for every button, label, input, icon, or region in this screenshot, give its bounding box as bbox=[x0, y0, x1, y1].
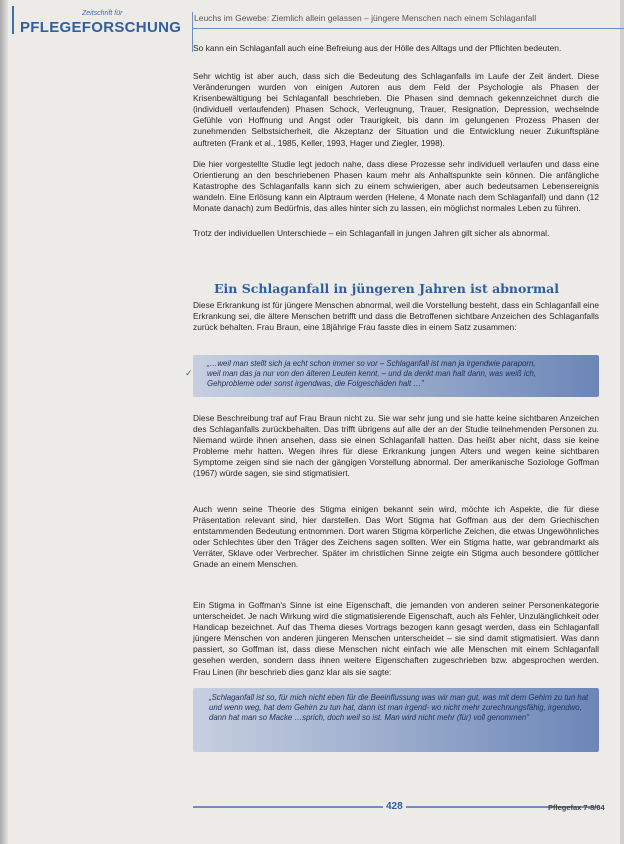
paragraph-2-block bbox=[193, 71, 599, 149]
running-title: Leuchs im Gewebe: Ziemlich allein gelassen – jüngere Menschen nach einem Schlaganfall bbox=[194, 13, 537, 23]
scan-edge-left bbox=[0, 0, 8, 844]
scan-edge-right bbox=[620, 0, 624, 844]
paragraph-1-block bbox=[193, 43, 599, 54]
paragraph-3-block bbox=[193, 159, 599, 214]
quote-2-text: „Schlaganfall ist so, für mich nicht eben für die Beeinflussung was wir man gut, was mit dem Gehirn zu tun hat und wenn weg, hat dem Gehirn zu tun hat, dann ist man irgend- wo nicht mehr zurechnungsfähig, irgendwo, dann hat man so Macke …sprich, doch weil so ist. Man wird nicht mehr (für) voll genommen" bbox=[209, 693, 589, 723]
running-header bbox=[192, 12, 624, 29]
quote-arrow-icon: ✓ bbox=[185, 368, 193, 378]
paragraph-7: Auch wenn seine Theorie des Stigma einigen bekannt sein wird, möchte ich Aspekte, die für diese Präsentation relevant sind, hier darstellen. Das Wort Stigma hat Goffman aus der dem Griechischen entstammenden Bedeutung entnommen. Dort waren Stigma körperliche Zeichen, die etwas Ungewöhnliches oder Schlechtes über den Träger des Zeichens sagen sollten. Wer ein Stigma hatte, war gebrandmarkt als Verräter, Sklave oder Verbrecher. Später im christlichen Sinne zeigte ein Stigma auch besondere göttlicher Gnade an einem Menschen. bbox=[193, 504, 599, 570]
paragraph-8: Ein Stigma in Goffman's Sinne ist eine Eigenschaft, die jemanden von anderen seiner Personenkategorie unterscheidet. Je nach Wirkung wird die stigmatisierende Eigenschaft, auch als Fehler, Unzulänglichkeit oder Handicap bezeichnet. Auf das Thema dieses Vortrags bezogen kann gesagt werden, dass ein Schlaganfall jüngere Menschen von anderen jüngeren Menschen unterscheidet – sie sind damit stigmatisiert. Was dann passiert, so Goffman ist, dass diese Menschen nicht einfach wie alle Menschen mit einem Schlaganfall gesehen werden, sondern dass ihnen weitere Eigenschaften zugeschrieben bzw. abgesprochen werden. Frau Linen (ihr beschrieb dies ganz klar als sie sagte: bbox=[193, 600, 599, 677]
paragraph-6: Diese Beschreibung traf auf Frau Braun nicht zu. Sie war sehr jung und sie hatte keine sichtbaren Anzeichen des Schlaganfalls zurückbehalten. Das trifft übrigens auf alle der an der Studie teilnehmenden Personen zu. Niemand würde ihnen ansehen, dass sie einen Schlaganfall hatten. Das heißt aber nicht, dass sie keine Probleme mehr hatten. Wegen ihres für diese Erkrankung jungen Alters und wegen keine sichtbaren Symptome zeigen sind sie nach der gängigen Vorstellung abnormal. Der amerikanische Soziologe Goffman (1967) würde sagen, sie sind stigmatisiert. bbox=[193, 413, 599, 479]
paragraph-6-block bbox=[193, 413, 599, 480]
paragraph-5: Diese Erkrankung ist für jüngere Menschen abnormal, weil die Vorstellung besteht, dass ein Schlaganfall eine Erkrankung sei, die ältere Menschen betrifft und dass die Betroffenen sichtbare Anzeichen des Schlaganfalls zurück behalten. Frau Braun, eine 18jährige Frau fasste dies in einem Satz zusammen: bbox=[193, 300, 599, 333]
paragraph-8-block bbox=[193, 600, 599, 678]
paragraph-2: Sehr wichtig ist aber auch, dass sich die Bedeutung des Schlaganfalls im Laufe der Zeit ändert. Diese Veränderungen wurden von einigen Autoren aus dem Feld der Psychologie als Phasen der Krisenbewältigung bei Schlaganfall beschrieben. Die Phasen sind demnach gekennzeichnet durch die (individuell verlaufenden) Phasen Schock, Verleugnung, Trauer, Resignation, Depression, wechselnde Gefühle von Hoffnung und Angst oder Traurigkeit, bis dann im gelungenen Prozess Phasen der zunehmenden Selbstsicherheit, die Akzeptanz der Situation und die Entwicklung neuer Zukunftspläne auftreten (Frank et al., 1985, Keller, 1993, Hager und Ziegler, 1998). bbox=[193, 71, 599, 148]
page-number: 428 bbox=[383, 801, 406, 812]
section-heading: Ein Schlaganfall in jüngeren Jahren ist abnormal bbox=[214, 281, 560, 296]
logo-tagline: Zeitschrift für bbox=[82, 10, 123, 17]
paragraph-4-block bbox=[193, 228, 599, 239]
quote-box-1 bbox=[185, 355, 599, 397]
issue-label: Pflegefax 7-8/04 bbox=[548, 803, 605, 812]
margin-rule bbox=[12, 6, 14, 34]
quote-1-text: „…weil man stellt sich ja echt schon immer so vor – Schlaganfall ist man ja irgendwie paraporn, weil man das ja nur von den älteren Leuten kennt, – und da denkt man halt dann, was weiß ich, Gehprobleme oder sonst irgendwas, die Folgeschäden halt …" bbox=[207, 359, 536, 389]
paragraph-4: Trotz der individuellen Unterschiede – ein Schlaganfall in jungen Jahren gilt sicher als abnormal. bbox=[193, 228, 550, 238]
paragraph-7-block bbox=[193, 504, 599, 571]
paragraph-5-block bbox=[193, 300, 599, 333]
paragraph-3: Die hier vorgestellte Studie legt jedoch nahe, dass diese Prozesse sehr individuell verlaufen und dass eine Orientierung an den beschriebenen Phasen kaum mehr als Anhaltspunkte sein können. Die anfängliche Katastrophe des Schlaganfalls kann sich zu einem schwierigen, aber auch bedeutsamen Lebensereignis wandeln. Eine Erlösung kann ein Alptraum werden (Helene, 4 Monate nach dem Schlaganfall) und dann (12 Monate danach) zum Bedürfnis, das alles hinter sich zu lassen, ein möglichst normales Leben zu führen. bbox=[193, 159, 599, 214]
journal-logo: PFLEGEFORSCHUNG bbox=[20, 19, 182, 36]
quote-box-2 bbox=[193, 688, 599, 752]
paragraph-1: So kann ein Schlaganfall auch eine Befreiung aus der Hölle des Alltags und der Pflichten bedeuten. bbox=[193, 43, 562, 53]
